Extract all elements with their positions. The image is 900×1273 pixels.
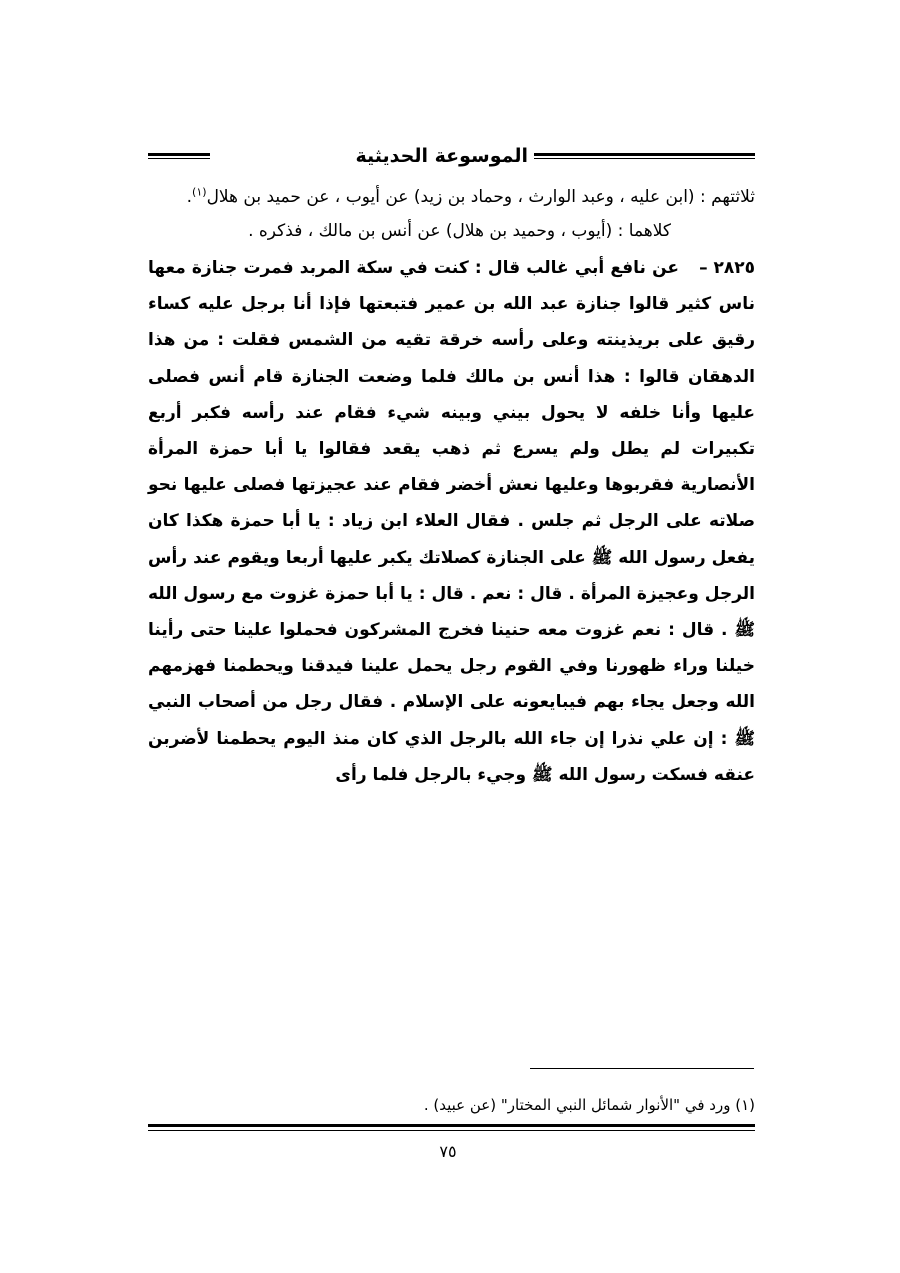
page-number: ٧٥ <box>439 1142 457 1161</box>
running-header <box>148 141 755 175</box>
header-title: الموسوعة الحديثية <box>355 145 528 167</box>
footnote-marker: (١) <box>192 185 207 199</box>
header-rule-right-thin <box>534 158 755 159</box>
chain-line-1: ثلاثتهم : (ابن عليه ، وعبد الوارث ، وحماد بن زيد) عن أيوب ، عن <box>306 187 755 207</box>
chain-paragraph <box>148 180 755 214</box>
chain-end: . <box>186 187 193 207</box>
header-rule-left-thick <box>148 153 210 156</box>
hadith-text: عن نافع أبي غالب قال : كنت في سكة المربد فمرت جنازة معها ناس كثير قالوا جنازة عبد الله بن عمير فتبعتها فإذا أنا برجل عليه كساء رقيق على بريذينته وعلى رأسه خرقة تقيه من الشمس فقلت : من هذا الدهقان قالوا : هذا أنس بن مالك فلما وضعت الجنازة قام أنس فصلى عليها وأنا خلفه لا يحول بيني وبينه شيء فقام عند رأسه فكبر أربع تكبيرات لم يطل ولم يسرع ثم ذهب يقعد فقالوا يا أبا حمزة المرأة الأنصارية فقربوها وعليها نعش أخضر فقام عند عجيزتها فصلى عليها نحو صلاته على الرجل ثم جلس . فقال العلاء ابن زياد : يا أبا حمزة هكذا كان يفعل رسول الله ﷺ على الجنازة كصلاتك يكبر عليها أربعا ويقوم عند رأس الرجل وعجيزة المرأة . قال : نعم . قال : يا أبا حمزة غزوت مع رسول الله ﷺ . قال : نعم غزوت معه حنينا فخرج المشركون فحملوا علينا حتى رأينا خيلنا وراء ظهورنا وفي القوم رجل يحمل علينا فيدقنا ويحطمنا فهزمهم الله وجعل يجاء بهم فيبايعونه على الإسلام . فقال رجل من أصحاب النبي ﷺ : إن علي نذرا إن جاء الله بالرجل الذي كان منذ اليوم يحطمنا لأضربن عنقه فسكت رسول الله ﷺ وجيء بالرجل فلما رأى <box>148 258 755 785</box>
footnote: (١) ورد في "الأنوار شمائل النبي المختار" (عن عبيد) . <box>423 1096 755 1114</box>
footer-rule-thick <box>148 1124 755 1127</box>
chain-line-2: حميد بن هلال <box>206 187 301 207</box>
header-rule-left-thin <box>148 158 210 159</box>
footnote-separator <box>530 1068 754 1069</box>
header-rule-right-thick <box>534 153 755 156</box>
hadith-entry <box>148 250 755 793</box>
chain-paragraph-2: كلاهما : (أيوب ، وحميد بن هلال) عن أنس بن مالك ، فذكره . <box>248 221 671 241</box>
footer-rule-thin <box>148 1130 755 1131</box>
main-text <box>148 180 755 793</box>
hadith-number: ٢٨٢٥ – <box>699 258 755 278</box>
